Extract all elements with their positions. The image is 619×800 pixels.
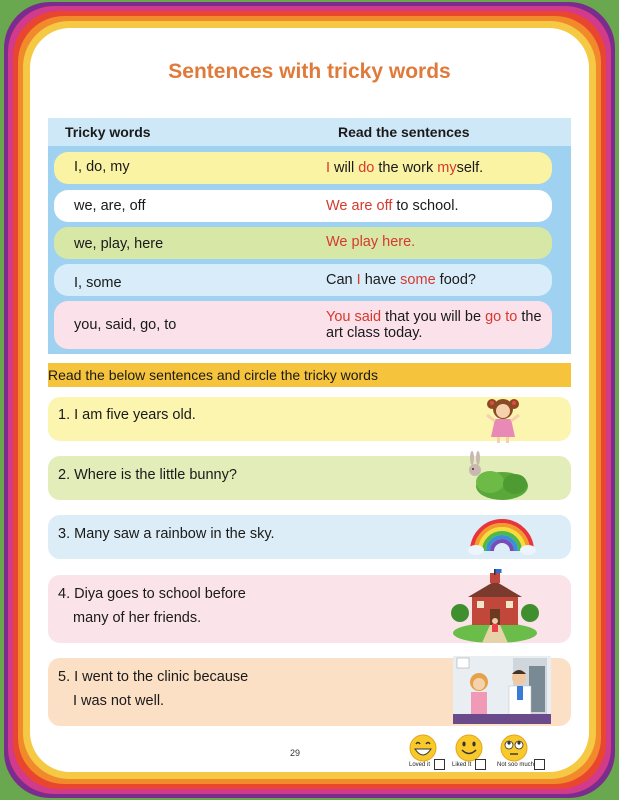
activity-text-line2: I was not well. (73, 693, 165, 709)
tricky-words-cell: I, some (74, 275, 122, 291)
instruction-text: Read the below sentences and circle the tricky words (48, 367, 378, 383)
activity-text: 2. Where is the little bunny? (58, 467, 237, 483)
rainbow-icon (468, 517, 536, 555)
not-so-much-checkbox[interactable] (534, 759, 545, 770)
tricky-word: I (326, 160, 331, 176)
feedback-label: Liked It (452, 762, 472, 768)
header-read-sentences: Read the sentences (338, 124, 470, 140)
school-icon (450, 569, 540, 645)
tricky-word: my (437, 160, 457, 176)
tricky-word: do (358, 160, 375, 176)
sentence-text: self. (456, 160, 484, 176)
table-row (54, 227, 552, 259)
sentence-text: have (360, 272, 401, 288)
clinic-icon (453, 656, 551, 724)
tricky-word: We are off (326, 198, 393, 214)
sentence-cell (326, 309, 552, 341)
rolling-eyes-emoji-icon (498, 733, 530, 763)
activity-text: 4. Diya goes to school before (58, 586, 246, 602)
tricky-word: I (356, 272, 361, 288)
header-tricky-words: Tricky words (65, 124, 151, 140)
table-header (48, 118, 571, 146)
feedback-label: Loved it (409, 762, 431, 768)
tricky-word: We play here. (326, 234, 416, 250)
tricky-word: go to (485, 309, 518, 325)
sentence-cell (326, 198, 552, 214)
sentence-text: to school. (392, 198, 459, 214)
sentence-text: Can (326, 272, 357, 288)
activity-text-line2: many of her friends. (73, 610, 202, 626)
table-row (54, 301, 552, 349)
tricky-words-cell: you, said, go, to (74, 317, 177, 333)
table-row (54, 264, 552, 296)
sentence-text: food? (435, 272, 476, 288)
page-title: Sentences with tricky words (168, 60, 451, 83)
loved-it-checkbox[interactable] (434, 759, 445, 770)
table-row (54, 190, 552, 222)
girl-icon (478, 395, 528, 445)
tricky-words-cell: we, play, here (74, 236, 164, 252)
tricky-words-cell: we, are, off (74, 198, 146, 214)
activity-item (48, 575, 571, 643)
activity-item (48, 397, 571, 441)
feedback-label: Not soo much (497, 762, 535, 768)
activity-text: 1. I am five years old. (58, 407, 196, 423)
sentence-cell (326, 234, 552, 250)
table-row (54, 152, 552, 184)
tricky-word: some (400, 272, 436, 288)
sentence-cell (326, 272, 552, 288)
sentence-cell (326, 160, 552, 176)
sentence-text: will (330, 160, 359, 176)
sentence-text: the art class today. (326, 309, 542, 341)
activity-text: 5. I went to the clinic because (58, 669, 249, 685)
tricky-words-table (48, 118, 571, 354)
activity-item (48, 456, 571, 500)
bunny-icon (460, 450, 532, 502)
tricky-word: You said (326, 309, 382, 325)
instruction-band (48, 363, 571, 387)
activity-text: 3. Many saw a rainbow in the sky. (58, 526, 275, 542)
liked-it-checkbox[interactable] (475, 759, 486, 770)
page-number: 29 (290, 748, 301, 758)
sentence-text: that you will be (381, 309, 486, 325)
tricky-words-cell: I, do, my (74, 159, 130, 175)
activity-item (48, 658, 571, 726)
sentence-text: the work (374, 160, 438, 176)
activity-item (48, 515, 571, 559)
